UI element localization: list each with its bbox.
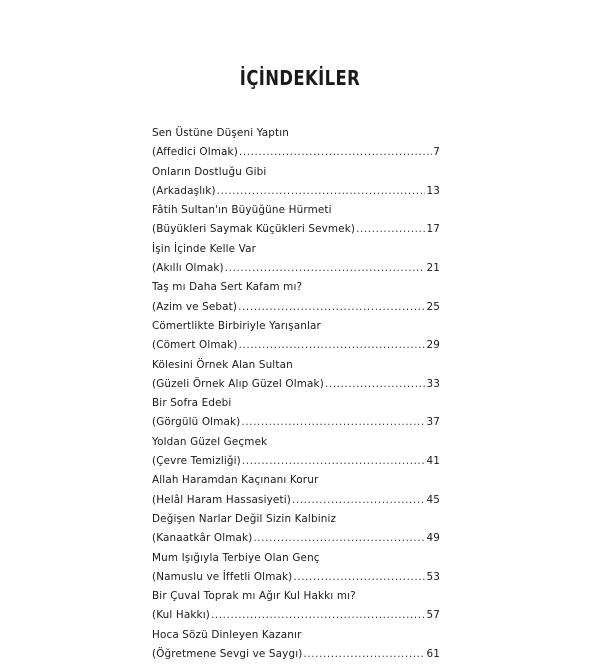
entry-page-number: 29 (426, 339, 440, 352)
toc-entry (152, 394, 440, 433)
entry-subtitle: (Affedici Olmak) (152, 146, 238, 159)
entry-subtitle-line (152, 375, 440, 394)
toc-entry (152, 356, 440, 395)
toc-entry (152, 163, 440, 202)
entry-page-number: 33 (426, 377, 440, 390)
dot-leader (211, 606, 426, 625)
entry-subtitle-line (152, 259, 440, 278)
entry-page-number: 25 (426, 300, 440, 313)
toc-entry (152, 317, 440, 356)
entry-title: Fâtih Sultan'ın Büyüğüne Hürmeti (152, 204, 332, 217)
entry-subtitle: (Azim ve Sebat) (152, 300, 238, 313)
page-title: İÇİNDEKİLER (239, 66, 361, 90)
entry-subtitle-line (152, 143, 440, 162)
dot-leader (241, 413, 425, 432)
dot-leader (303, 645, 425, 664)
toc-entry (152, 278, 440, 317)
toc-entry (152, 124, 440, 163)
entry-subtitle: (Akıllı Olmak) (152, 262, 224, 275)
entry-subtitle: (Görgülü Olmak) (152, 416, 241, 429)
entry-subtitle: (Arkadaşlık) (152, 184, 216, 197)
entry-subtitle: (Namuslu ve İffetli Olmak) (152, 570, 293, 583)
dot-leader (238, 298, 425, 317)
entry-page-number: 61 (426, 648, 440, 661)
entry-page-number: 41 (426, 455, 440, 468)
entry-title: Bir Sofra Edebi (152, 397, 232, 410)
toc-entry (152, 549, 440, 588)
entry-subtitle: (Güzeli Örnek Alıp Güzel Olmak) (152, 377, 324, 390)
entry-subtitle-line (152, 568, 440, 587)
entry-subtitle-line (152, 491, 440, 510)
dot-leader (292, 491, 426, 510)
dot-leader (225, 259, 426, 278)
entry-subtitle: (Kul Hakkı) (152, 609, 210, 622)
entry-title: İşin İçinde Kelle Var (152, 242, 257, 255)
toc-entry (152, 510, 440, 549)
entry-subtitle-line (152, 182, 440, 201)
entry-page-number: 21 (426, 262, 440, 275)
entry-title: Allah Haramdan Kaçınanı Korur (152, 474, 319, 487)
dot-leader (325, 375, 426, 394)
entry-page-number: 45 (426, 493, 440, 506)
toc-entry (152, 626, 440, 664)
entry-subtitle: (Çevre Temizliği) (152, 455, 241, 468)
entry-subtitle-line (152, 529, 440, 548)
entry-subtitle-line (152, 220, 440, 239)
entry-title: Onların Dostluğu Gibi (152, 165, 267, 178)
entry-title: Sen Üstüne Düşeni Yaptın (152, 127, 290, 139)
entry-page-number: 57 (426, 609, 440, 622)
entry-title: Taş mı Daha Sert Kafam mı? (152, 281, 303, 294)
entry-title: Değişen Narlar Değil Sizin Kalbiniz (152, 512, 337, 525)
entry-subtitle: (Kanaatkâr Olmak) (152, 532, 253, 545)
entry-page-number: 37 (426, 416, 440, 429)
dot-leader (217, 182, 426, 201)
toc-entry (152, 433, 440, 472)
entry-subtitle-line (152, 336, 440, 355)
entry-subtitle-line (152, 645, 440, 664)
entry-title: Bir Çuval Toprak mı Ağır Kul Hakkı mı? (152, 590, 356, 603)
toc-entry (152, 587, 440, 626)
entry-page-number: 49 (426, 532, 440, 545)
entry-page-number: 17 (426, 223, 440, 236)
toc-entry (152, 471, 440, 510)
entry-subtitle-line (152, 413, 440, 432)
entry-page-number: 7 (433, 146, 440, 159)
entry-page-number: 13 (426, 184, 440, 197)
entry-title: Hoca Sözü Dinleyen Kazanır (152, 628, 302, 641)
dot-leader (239, 143, 432, 162)
table-of-contents (152, 124, 440, 664)
toc-entry (152, 201, 440, 240)
entry-title: Yoldan Güzel Geçmek (152, 435, 268, 448)
entry-subtitle: (Büyükleri Saymak Küçükleri Sevmek) (152, 223, 356, 236)
entry-title: Kölesini Örnek Alan Sultan (152, 358, 293, 371)
dot-leader (242, 452, 426, 471)
entry-subtitle-line (152, 298, 440, 317)
entry-subtitle: (Cömert Olmak) (152, 339, 238, 352)
toc-entry (152, 240, 440, 279)
dot-leader (239, 336, 426, 355)
entry-page-number: 53 (426, 570, 440, 583)
dot-leader (356, 220, 425, 239)
entry-subtitle: (Helâl Haram Hassasiyeti) (152, 493, 291, 506)
entry-title: Cömertlikte Birbiriyle Yarışanlar (152, 319, 321, 332)
entry-subtitle: (Öğretmene Sevgi ve Saygı) (152, 648, 303, 661)
dot-leader (253, 529, 425, 548)
dot-leader (293, 568, 425, 587)
entry-subtitle-line (152, 452, 440, 471)
entry-title: Mum Işığıyla Terbiye Olan Genç (152, 551, 320, 564)
entry-subtitle-line (152, 606, 440, 625)
